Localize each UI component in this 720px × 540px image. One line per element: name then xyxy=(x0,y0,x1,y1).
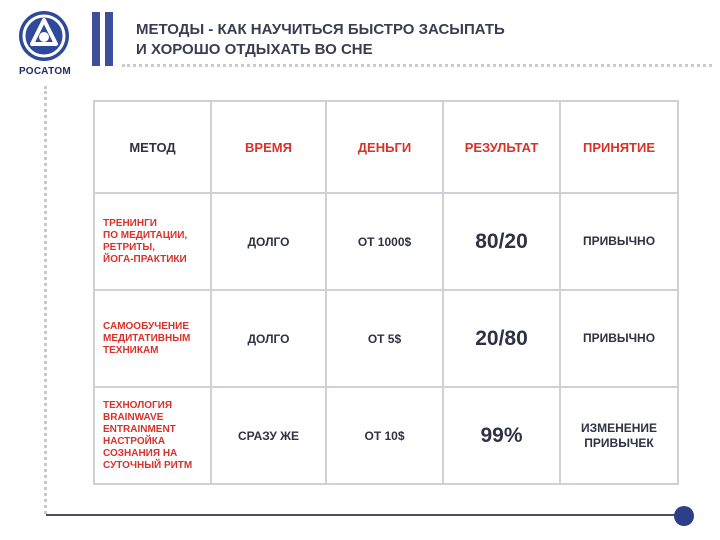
header-method: МЕТОД xyxy=(94,101,211,193)
money-cell: ОТ 1000$ xyxy=(326,193,443,290)
time-cell: ДОЛГО xyxy=(211,290,326,387)
header-money: ДЕНЬГИ xyxy=(326,101,443,193)
axis-end-dot xyxy=(674,506,694,526)
page-title xyxy=(136,20,696,60)
page-title-line-2: И ХОРОШО ОТДЫХАТЬ ВО СНЕ xyxy=(136,41,373,58)
header-time: ВРЕМЯ xyxy=(211,101,326,193)
header-acceptance: ПРИНЯТИЕ xyxy=(560,101,678,193)
table-row xyxy=(94,290,678,387)
money-cell: ОТ 5$ xyxy=(326,290,443,387)
result-cell: 20/80 xyxy=(443,290,560,387)
page-title-line-1: МЕТОДЫ - КАК НАУЧИТЬСЯ БЫСТРО ЗАСЫПАТЬ xyxy=(136,21,505,38)
top-dotted-divider xyxy=(122,64,712,67)
method-cell: ТЕХНОЛОГИЯ BRAINWAVE ENTRAINMENT НАСТРОЙКА СОЗНАНИЯ НА СУТОЧНЫЙ РИТМ xyxy=(94,387,211,484)
left-dotted-divider xyxy=(44,86,47,514)
money-cell: ОТ 10$ xyxy=(326,387,443,484)
methods-table xyxy=(93,100,677,480)
acceptance-cell: ПРИВЫЧНО xyxy=(560,193,678,290)
time-cell: ДОЛГО xyxy=(211,193,326,290)
table-row xyxy=(94,193,678,290)
time-cell: СРАЗУ ЖЕ xyxy=(211,387,326,484)
title-accent-bars xyxy=(92,12,116,66)
header-result: РЕЗУЛЬТАТ xyxy=(443,101,560,193)
table-row xyxy=(94,387,678,484)
logo-text: РОСАТОМ xyxy=(18,66,72,77)
acceptance-cell: ИЗМЕНЕНИЕ ПРИВЫЧЕК xyxy=(560,387,678,484)
acceptance-cell: ПРИВЫЧНО xyxy=(560,290,678,387)
result-cell: 80/20 xyxy=(443,193,560,290)
rosatom-emblem-icon xyxy=(18,10,70,62)
rosatom-logo xyxy=(14,10,76,84)
result-cell: 99% xyxy=(443,387,560,484)
method-cell: САМООБУЧЕНИЕ МЕДИТАТИВНЫМ ТЕХНИКАМ xyxy=(94,290,211,387)
table-header-row xyxy=(94,101,678,193)
bottom-axis-line xyxy=(46,514,686,516)
method-cell: ТРЕНИНГИ ПО МЕДИТАЦИИ, РЕТРИТЫ, ЙОГА-ПРАКТИКИ xyxy=(94,193,211,290)
